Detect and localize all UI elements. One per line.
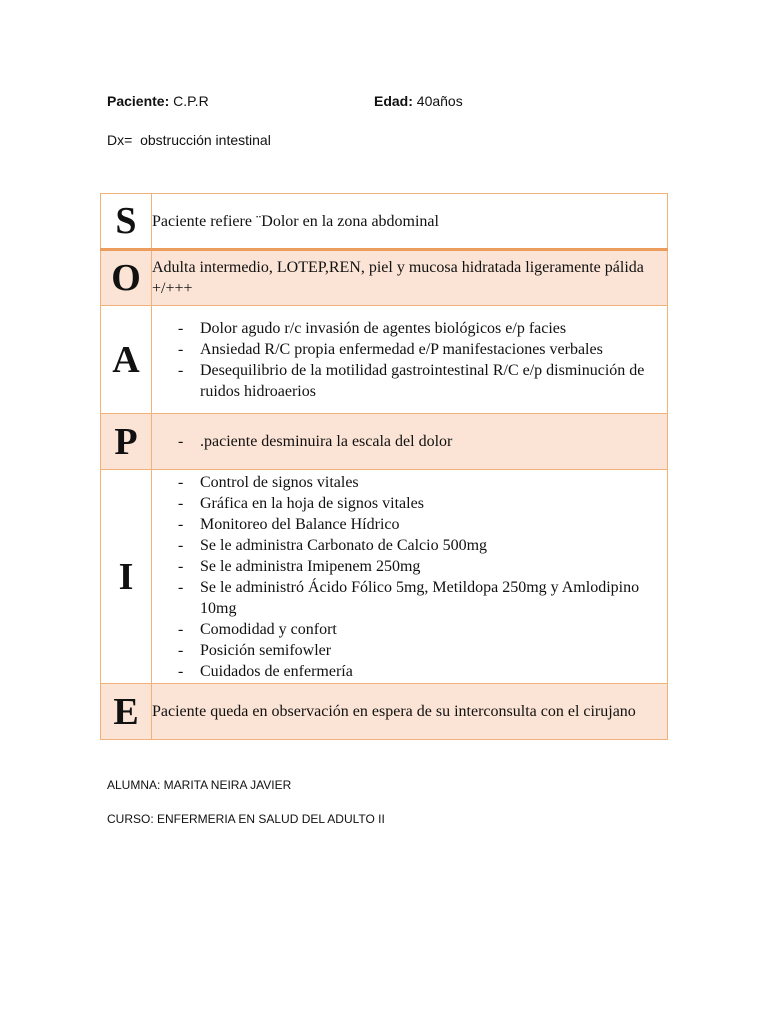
soap-assessment bbox=[152, 306, 668, 414]
soap-evaluation: Paciente queda en observación en espera de su interconsulta con el cirujano bbox=[152, 684, 668, 740]
edad-value: 40años bbox=[416, 93, 463, 109]
soap-row-a bbox=[101, 306, 668, 414]
list-item: - Se le administró Ácido Fólico 5mg, Metildopa 250mg y Amlodipino 10mg bbox=[200, 577, 667, 619]
soap-letter-a: A bbox=[101, 306, 152, 414]
edad-field bbox=[374, 93, 463, 109]
list-item: - Dolor agudo r/c invasión de agentes biológicos e/p facies bbox=[200, 318, 667, 339]
soap-row-i bbox=[101, 470, 668, 684]
dx-value: obstrucción intestinal bbox=[140, 132, 271, 148]
list-item: - Monitoreo del Balance Hídrico bbox=[200, 514, 667, 535]
list-item: - Cuidados de enfermería bbox=[200, 661, 667, 682]
paciente-label: Paciente: bbox=[107, 93, 170, 109]
plan-list bbox=[152, 431, 667, 452]
list-item: - Control de signos vitales bbox=[200, 472, 667, 493]
list-item: - Ansiedad R/C propia enfermedad e/P manifestaciones verbales bbox=[200, 339, 667, 360]
paciente-field bbox=[107, 93, 209, 109]
soap-letter-i: I bbox=[101, 470, 152, 684]
soap-plan bbox=[152, 414, 668, 470]
patient-header bbox=[107, 93, 667, 113]
soap-row-o bbox=[101, 250, 668, 306]
soap-letter-p: P bbox=[101, 414, 152, 470]
list-item: - Gráfica en la hoja de signos vitales bbox=[200, 493, 667, 514]
soap-subjective: Paciente refiere ¨Dolor en la zona abdominal bbox=[152, 194, 668, 250]
soap-letter-e: E bbox=[101, 684, 152, 740]
soap-letter-s: S bbox=[101, 194, 152, 250]
student-name: ALUMNA: MARITA NEIRA JAVIER bbox=[107, 778, 292, 792]
list-item: - Se le administra Imipenem 250mg bbox=[200, 556, 667, 577]
soap-letter-o: O bbox=[101, 250, 152, 306]
edad-label: Edad: bbox=[374, 93, 413, 109]
soap-row-p bbox=[101, 414, 668, 470]
soap-table bbox=[100, 193, 668, 740]
list-item: - Comodidad y confort bbox=[200, 619, 667, 640]
soap-row-s bbox=[101, 194, 668, 250]
soap-intervention bbox=[152, 470, 668, 684]
soap-row-e bbox=[101, 684, 668, 740]
paciente-value: C.P.R bbox=[173, 93, 209, 109]
list-item: - .paciente desminuira la escala del dolor bbox=[200, 431, 667, 452]
list-item: - Desequilibrio de la motilidad gastrointestinal R/C e/p disminución de ruidos hidroaerios bbox=[200, 360, 667, 402]
diagnosis-field bbox=[107, 132, 271, 148]
assessment-list bbox=[152, 318, 667, 402]
soap-objective: Adulta intermedio, LOTEP,REN, piel y mucosa hidratada ligeramente pálida +/+++ bbox=[152, 250, 668, 306]
list-item: - Posición semifowler bbox=[200, 640, 667, 661]
course-name: CURSO: ENFERMERIA EN SALUD DEL ADULTO II bbox=[107, 812, 385, 826]
intervention-list bbox=[152, 472, 667, 682]
list-item: - Se le administra Carbonato de Calcio 500mg bbox=[200, 535, 667, 556]
dx-label: Dx= bbox=[107, 132, 133, 148]
